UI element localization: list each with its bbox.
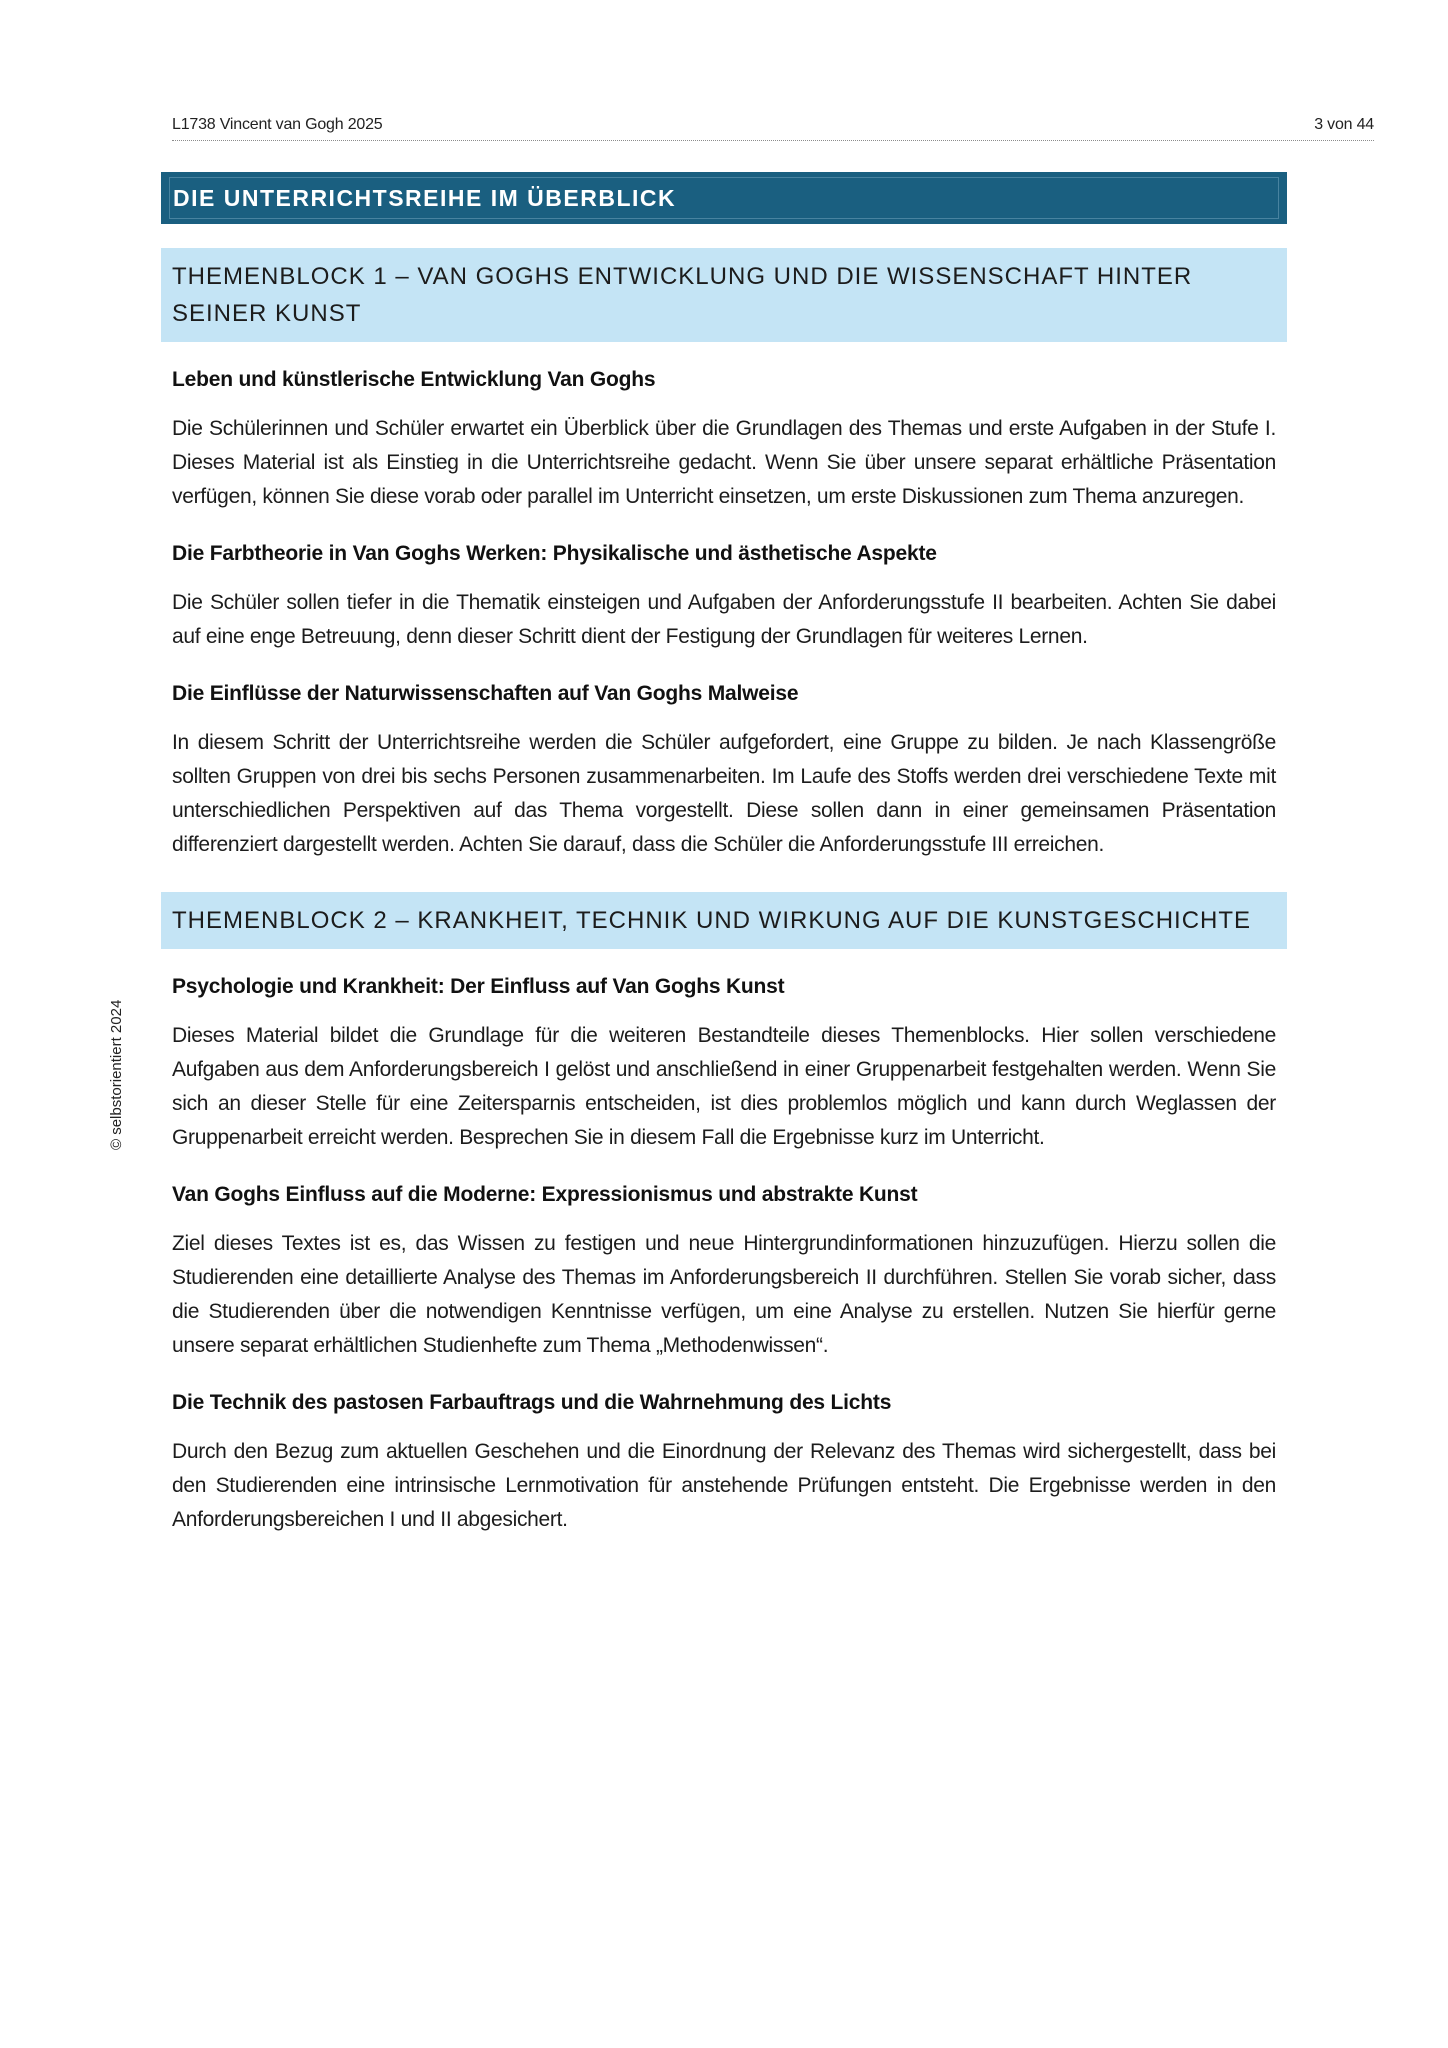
main-content: [161, 172, 1287, 1537]
section-title: Leben und künstlerische Entwicklung Van Goghs: [172, 368, 656, 391]
themenblock-1-heading: THEMENBLOCK 1 – VAN GOGHS ENTWICKLUNG UND DIE WISSENSCHAFT HINTER SEINER KUNST: [161, 248, 1287, 342]
section-title: Van Goghs Einfluss auf die Moderne: Expressionismus und abstrakte Kunst: [172, 1183, 918, 1206]
section-title: Die Technik des pastosen Farbauftrags und die Wahrnehmung des Lichts: [172, 1391, 892, 1414]
section-text: Die Schüler sollen tiefer in die Thematik einsteigen und Aufgaben der Anforderungsstufe II bearbeiten. Achten Sie dabei auf eine enge Betreuung, denn dieser Schritt dient der Festigung der Grundlagen für weiteres Lernen.: [172, 591, 1276, 648]
section-title: Die Farbtheorie in Van Goghs Werken: Physikalische und ästhetische Aspekte: [172, 542, 937, 565]
page-header: [172, 116, 1374, 141]
section-text: Ziel dieses Textes ist es, das Wissen zu festigen und neue Hintergrundinformationen hinzuzufügen. Hierzu sollen die Studierenden eine detaillierte Analyse des Themas im Anforderungsbereich II durchführen. Stellen Sie vorab sicher, dass die Studierenden über die notwendigen Kenntnisse verfügen, um eine Analyse zu erstellen. Nutzen Sie hierfür gerne unsere separat erhältlichen Studienhefte zum Thema „Methodenwissen“.: [172, 1232, 1276, 1357]
page-title: DIE UNTERRICHTSREIHE IM ÜBERBLICK: [173, 185, 677, 211]
copyright-notice: © selbstorientiert 2024: [108, 999, 125, 1150]
page-number: 3 von 44: [1314, 116, 1374, 133]
section-title: Die Einflüsse der Naturwissenschaften auf Van Goghs Malweise: [172, 682, 799, 705]
page-title-banner: [161, 172, 1287, 224]
section-text: Durch den Bezug zum aktuellen Geschehen und die Einordnung der Relevanz des Themas wird sichergestellt, dass bei den Studierenden eine intrinsische Lernmotivation für anstehende Prüfungen entsteht. Die Ergebnisse werden in den Anforderungsbereichen I und II abgesichert.: [172, 1440, 1276, 1531]
section-text: In diesem Schritt der Unterrichtsreihe werden die Schüler aufgefordert, eine Gruppe zu bilden. Je nach Klassengröße sollten Gruppen von drei bis sechs Personen zusammenarbeiten. Im Laufe des Stoffs werden drei verschiedene Texte mit unterschiedlichen Perspektiven auf das Thema vorgestellt. Diese sollen dann in einer gemeinsamen Präsentation differenziert dargestellt werden. Achten Sie darauf, dass die Schüler die Anforderungsstufe III erreichen.: [172, 731, 1276, 856]
document-title: L1738 Vincent van Gogh 2025: [172, 116, 383, 133]
section-text: Die Schülerinnen und Schüler erwartet ein Überblick über die Grundlagen des Themas und erste Aufgaben in der Stufe I. Dieses Material ist als Einstieg in die Unterrichtsreihe gedacht. Wenn Sie über unsere separat erhältliche Präsentation verfügen, können Sie diese vorab oder parallel im Unterricht einsetzen, um erste Diskussionen zum Thema anzuregen.: [172, 417, 1276, 508]
section-text: Dieses Material bildet die Grundlage für die weiteren Bestandteile dieses Themenblocks. Hier sollen verschiedene Aufgaben aus dem Anforderungsbereich I gelöst und anschließend in einer Gruppenarbeit festgehalten werden. Wenn Sie sich an dieser Stelle für eine Zeitersparnis entscheiden, ist dies problemlos möglich und kann durch Weglassen der Gruppenarbeit erreicht werden. Besprechen Sie in diesem Fall die Ergebnisse kurz im Unterricht.: [172, 1024, 1276, 1149]
section-title: Psychologie und Krankheit: Der Einfluss auf Van Goghs Kunst: [172, 975, 785, 998]
themenblock-2-heading: THEMENBLOCK 2 – KRANKHEIT, TECHNIK UND WIRKUNG AUF DIE KUNSTGESCHICHTE: [161, 892, 1287, 949]
